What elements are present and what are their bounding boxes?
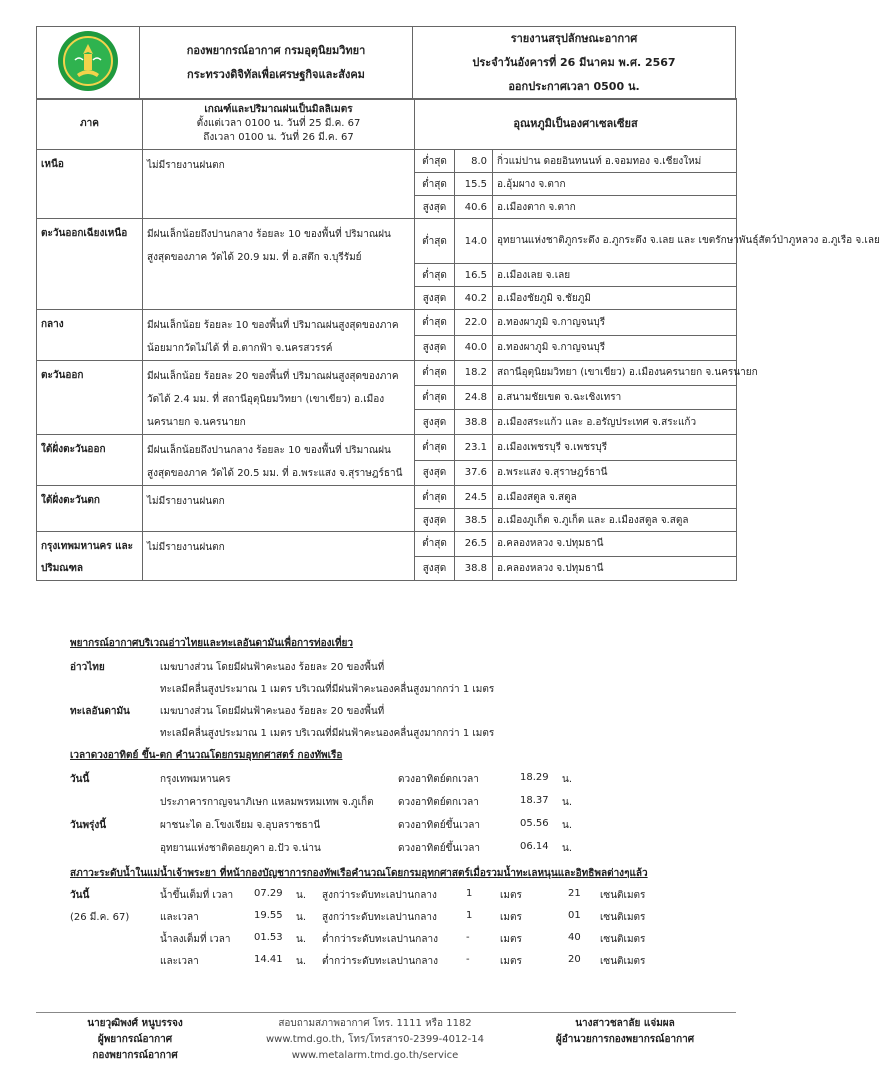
tide-date-label: (26 มี.ค. 67) <box>70 912 130 923</box>
temp-location: อ.เมืองสตูล จ.สตูล <box>493 486 737 509</box>
temp-value: 18.2 <box>455 361 493 386</box>
region-name: กรุงเทพมหานคร และปริมณฑล <box>37 532 143 581</box>
director-name: นางสาวชลาลัย แจ่มผล <box>575 1018 675 1029</box>
temp-label: สูงสุด <box>415 410 455 435</box>
tide-event: และเวลา <box>160 912 199 923</box>
table-row <box>37 150 737 173</box>
org-line-1: กองพยากรณ์อากาศ กรมอุตุนิยมวิทยา <box>186 44 366 57</box>
table-row <box>37 435 737 461</box>
table-header-row <box>37 99 737 150</box>
region-rain: ไม่มีรายงานฝนตก <box>143 532 415 581</box>
region-name: ตะวันออก <box>37 361 143 435</box>
region-name: ตะวันออกเฉียงเหนือ <box>37 219 143 310</box>
tide-today-label: วันนี้ <box>70 890 90 901</box>
andaman-line-1: เมฆบางส่วน โดยมีฝนฟ้าคะนอง ร้อยละ 20 ของพื้นที่ <box>160 706 385 717</box>
table-row <box>37 310 737 336</box>
temp-label: ต่ำสุด <box>415 532 455 557</box>
temp-location: อ.ทองผาภูมิ จ.กาญจนบุรี <box>493 335 737 361</box>
temp-value: 15.5 <box>455 173 493 196</box>
temp-location: อ.อุ้มผาง จ.ตาก <box>493 173 737 196</box>
temp-value: 14.0 <box>455 219 493 264</box>
sun-event: ดวงอาทิตย์ขึ้นเวลา <box>398 820 481 831</box>
temp-location: กิ่วแม่ปาน ดอยอินทนนท์ อ.จอมทอง จ.เชียงใหม่ <box>493 150 737 173</box>
temp-label: สูงสุด <box>415 335 455 361</box>
tide-rel: ต่ำกว่าระดับทะเลปานกลาง <box>322 956 438 967</box>
gulf-line-2: ทะเลมีคลื่นสูงประมาณ 1 เมตร บริเวณที่มีฝนฟ้าคะนองคลื่นสูงมากกว่า 1 เมตร <box>160 684 495 695</box>
temp-label: ต่ำสุด <box>415 385 455 410</box>
temp-location: อ.เมืองชัยภูมิ จ.ชัยภูมิ <box>493 287 737 310</box>
temp-value: 40.0 <box>455 335 493 361</box>
table-row <box>37 532 737 557</box>
temp-label: สูงสุด <box>415 287 455 310</box>
tide-m: 1 <box>466 888 473 899</box>
tide-m-unit: เมตร <box>500 890 522 901</box>
marine-title: พยากรณ์อากาศบริเวณอ่าวไทยและทะเลอันดามันเพื่อการท่องเที่ยว <box>70 638 354 649</box>
temp-label: สูงสุด <box>415 196 455 219</box>
report-line-2: ประจำวันอังคารที่ 26 มีนาคม พ.ศ. 2567 <box>472 56 676 69</box>
temp-value: 26.5 <box>455 532 493 557</box>
temp-label: ต่ำสุด <box>415 361 455 386</box>
report-line-3: ออกประกาศเวลา 0500 น. <box>508 80 640 93</box>
region-rain: ไม่มีรายงานฝนตก <box>143 486 415 532</box>
temp-label: ต่ำสุด <box>415 173 455 196</box>
temp-location: อ.คลองหลวง จ.ปทุมธานี <box>493 532 737 557</box>
temp-label: ต่ำสุด <box>415 310 455 336</box>
temp-location: อ.เมืองภูเก็ต จ.ภูเก็ต และ อ.เมืองสตูล จ.สตูล <box>493 509 737 532</box>
tide-unit: น. <box>296 956 307 967</box>
tide-unit: น. <box>296 934 307 945</box>
report-header <box>36 26 736 100</box>
sun-unit: น. <box>562 797 573 808</box>
temp-label: สูงสุด <box>415 460 455 486</box>
tide-cm: 40 <box>568 932 581 943</box>
table-row <box>37 219 737 264</box>
temp-value: 22.0 <box>455 310 493 336</box>
report-title-cell <box>413 27 736 100</box>
sun-place: ประภาคารกาญจนาภิเษก แหลมพรหมเทพ จ.ภูเก็ต <box>160 797 374 808</box>
footer-contact <box>230 1016 520 1064</box>
temp-value: 23.1 <box>455 435 493 461</box>
tide-unit: น. <box>296 890 307 901</box>
tide-rel: สูงกว่าระดับทะเลปานกลาง <box>322 912 437 923</box>
gulf-line-1: เมฆบางส่วน โดยมีฝนฟ้าคะนอง ร้อยละ 20 ของพื้นที่ <box>160 662 385 673</box>
weather-table <box>36 98 880 581</box>
tide-m: - <box>466 932 470 943</box>
sun-time: 05.56 <box>520 818 549 829</box>
tide-cm-unit: เซนติเมตร <box>600 890 646 901</box>
sun-unit: น. <box>562 774 573 785</box>
temp-value: 38.8 <box>455 556 493 581</box>
tide-rel: ต่ำกว่าระดับทะเลปานกลาง <box>322 934 438 945</box>
director-title: ผู้อำนวยการกองพยากรณ์อากาศ <box>555 1034 695 1045</box>
temp-value: 24.5 <box>455 486 493 509</box>
table-row <box>37 361 737 386</box>
forecaster-dept: กองพยากรณ์อากาศ <box>92 1050 178 1061</box>
region-name: กลาง <box>37 310 143 361</box>
footer-divider <box>36 1012 736 1013</box>
tide-m: - <box>466 954 470 965</box>
sun-unit: น. <box>562 820 573 831</box>
region-rain: มีฝนเล็กน้อย ร้อยละ 10 ของพื้นที่ ปริมาณฝนสูงสุดของภาคน้อยมากวัดไม่ได้ ที่ อ.ตากฟ้า จ.นครสวรรค์ <box>143 310 415 361</box>
temp-label: ต่ำสุด <box>415 219 455 264</box>
andaman-line-2: ทะเลมีคลื่นสูงประมาณ 1 เมตร บริเวณที่มีฝนฟ้าคะนองคลื่นสูงมากกว่า 1 เมตร <box>160 728 495 739</box>
tide-m-unit: เมตร <box>500 912 522 923</box>
sun-today-label: วันนี้ <box>70 774 90 785</box>
temp-label: สูงสุด <box>415 509 455 532</box>
sun-place: ผาชนะได อ.โขงเจียม จ.อุบลราชธานี <box>160 820 321 831</box>
tide-cm: 21 <box>568 888 581 899</box>
temp-label: ต่ำสุด <box>415 435 455 461</box>
temp-location: อ.คลองหลวง จ.ปทุมธานี <box>493 556 737 581</box>
col-rain-line-2: ตั้งแต่เวลา 0100 น. วันที่ 25 มี.ค. 67 <box>196 118 361 129</box>
tide-time: 01.53 <box>254 932 283 943</box>
temp-value: 40.2 <box>455 287 493 310</box>
tide-cm: 20 <box>568 954 581 965</box>
temp-value: 8.0 <box>455 150 493 173</box>
tide-time: 14.41 <box>254 954 283 965</box>
tide-unit: น. <box>296 912 307 923</box>
contact-service-link[interactable]: www.metalarm.tmd.go.th/service <box>291 1050 459 1061</box>
region-name: เหนือ <box>37 150 143 219</box>
sun-tomorrow-label: วันพรุ่งนี้ <box>70 820 107 831</box>
contact-phone: สอบถามสภาพอากาศ โทร. 1111 หรือ 1182 <box>278 1018 472 1029</box>
col-region-header: ภาค <box>37 99 143 150</box>
tide-time: 19.55 <box>254 910 283 921</box>
logo-cell <box>37 27 140 100</box>
tmd-logo-icon <box>57 30 119 92</box>
andaman-label: ทะเลอันดามัน <box>70 706 130 717</box>
temp-location: อ.เมืองตาก จ.ตาก <box>493 196 737 219</box>
sun-place: อุทยานแห่งชาติดอยภูคา อ.ปัว จ.น่าน <box>160 843 321 854</box>
tide-cm-unit: เซนติเมตร <box>600 934 646 945</box>
tide-time: 07.29 <box>254 888 283 899</box>
sun-time: 18.29 <box>520 772 549 783</box>
tide-event: น้ำลงเต็มที่ เวลา <box>160 934 231 945</box>
contact-website[interactable]: www.tmd.go.th, โทร/โทรสาร0-2399-4012-14 <box>265 1034 484 1045</box>
col-rain-line-1: เกณฑ์และปริมาณฝนเป็นมิลลิเมตร <box>204 104 353 115</box>
org-line-2: กระทรวงดิจิทัลเพื่อเศรษฐกิจและสังคม <box>187 68 365 81</box>
tide-event: น้ำขึ้นเต็มที่ เวลา <box>160 890 234 901</box>
temp-label: สูงสุด <box>415 556 455 581</box>
temp-label: ต่ำสุด <box>415 264 455 287</box>
sun-event: ดวงอาทิตย์ขึ้นเวลา <box>398 843 481 854</box>
temp-location: สถานีอุตุนิยมวิทยา (เขาเขียว) อ.เมืองนครนายก จ.นครนายก <box>493 361 737 386</box>
col-rain-header <box>143 99 415 150</box>
report-line-1: รายงานสรุปลักษณะอากาศ <box>510 32 638 45</box>
temp-value: 37.6 <box>455 460 493 486</box>
region-rain: มีฝนเล็กน้อยถึงปานกลาง ร้อยละ 10 ของพื้นที่ ปริมาณฝนสูงสุดของภาค วัดได้ 20.9 มม. ที่ อ.สตึก จ.บุรีรัมย์ <box>143 219 415 310</box>
tide-event: และเวลา <box>160 956 199 967</box>
region-rain: มีฝนเล็กน้อย ร้อยละ 20 ของพื้นที่ ปริมาณฝนสูงสุดของภาค วัดได้ 2.4 มม. ที่ สถานีอุตุนิยมวิทยา (เขาเขียว) อ.เมืองนครนายก จ.นครนายก <box>143 361 415 435</box>
temp-location: อ.ทองผาภูมิ จ.กาญจนบุรี <box>493 310 737 336</box>
tide-cm-unit: เซนติเมตร <box>600 912 646 923</box>
temp-location: อ.เมืองเพชรบุรี จ.เพชรบุรี <box>493 435 737 461</box>
tide-m-unit: เมตร <box>500 934 522 945</box>
temp-value: 38.8 <box>455 410 493 435</box>
footer-director <box>530 1016 720 1048</box>
organization-cell <box>140 27 413 100</box>
table-row <box>37 486 737 509</box>
tide-m-unit: เมตร <box>500 956 522 967</box>
sun-event: ดวงอาทิตย์ตกเวลา <box>398 797 479 808</box>
sun-place: กรุงเทพมหานคร <box>160 774 231 785</box>
temp-value: 16.5 <box>455 264 493 287</box>
footer-forecaster <box>60 1016 210 1064</box>
region-name: ใต้ฝั่งตะวันออก <box>37 435 143 486</box>
region-rain: มีฝนเล็กน้อยถึงปานกลาง ร้อยละ 10 ของพื้นที่ ปริมาณฝนสูงสุดของภาค วัดได้ 20.5 มม. ที่ อ.พระแสง จ.สุราษฎร์ธานี <box>143 435 415 486</box>
temp-value: 24.8 <box>455 385 493 410</box>
region-name: ใต้ฝั่งตะวันตก <box>37 486 143 532</box>
tide-rel: สูงกว่าระดับทะเลปานกลาง <box>322 890 437 901</box>
forecaster-name: นายวุฒิพงศ์ หนูบรรจง <box>87 1018 183 1029</box>
tide-title: สภาวะระดับน้ำในแม่น้ำเจ้าพระยา ที่หน้ากองบัญชาการกองทัพเรือคำนวณโดยกรมอุทกศาสตร์เมื่อรวมน้ำทะเลหนุนและอิทธิพลต่างๆแล้ว <box>70 868 648 879</box>
forecaster-title: ผู้พยากรณ์อากาศ <box>97 1034 173 1045</box>
sun-title: เวลาดวงอาทิตย์ ขึ้น-ตก คำนวณโดยกรมอุทกศาสตร์ กองทัพเรือ <box>70 750 343 761</box>
temp-location: อ.เมืองเลย จ.เลย <box>493 264 737 287</box>
temp-value: 38.5 <box>455 509 493 532</box>
sun-unit: น. <box>562 843 573 854</box>
temp-location: อ.เมืองสระแก้ว และ อ.อรัญประเทศ จ.สระแก้ว <box>493 410 737 435</box>
sun-event: ดวงอาทิตย์ตกเวลา <box>398 774 479 785</box>
col-temp-header: อุณหภูมิเป็นองศาเซลเซียส <box>415 99 737 150</box>
temp-location: อ.สนามชัยเขต จ.ฉะเชิงเทรา <box>493 385 737 410</box>
temp-label: ต่ำสุด <box>415 150 455 173</box>
tide-m: 1 <box>466 910 473 921</box>
tide-cm: 01 <box>568 910 581 921</box>
temp-label: ต่ำสุด <box>415 486 455 509</box>
sun-time: 18.37 <box>520 795 549 806</box>
temp-location: อุทยานแห่งชาติภูกระดึง อ.ภูกระดึง จ.เลย และ เขตรักษาพันธุ์สัตว์ป่าภูหลวง อ.ภูเรือ จ.เลย <box>493 219 737 264</box>
col-rain-line-3: ถึงเวลา 0100 น. วันที่ 26 มี.ค. 67 <box>203 132 354 143</box>
region-rain: ไม่มีรายงานฝนตก <box>143 150 415 219</box>
temp-value: 40.6 <box>455 196 493 219</box>
gulf-label: อ่าวไทย <box>70 662 105 673</box>
temp-location: อ.พระแสง จ.สุราษฎร์ธานี <box>493 460 737 486</box>
sun-time: 06.14 <box>520 841 549 852</box>
tide-cm-unit: เซนติเมตร <box>600 956 646 967</box>
